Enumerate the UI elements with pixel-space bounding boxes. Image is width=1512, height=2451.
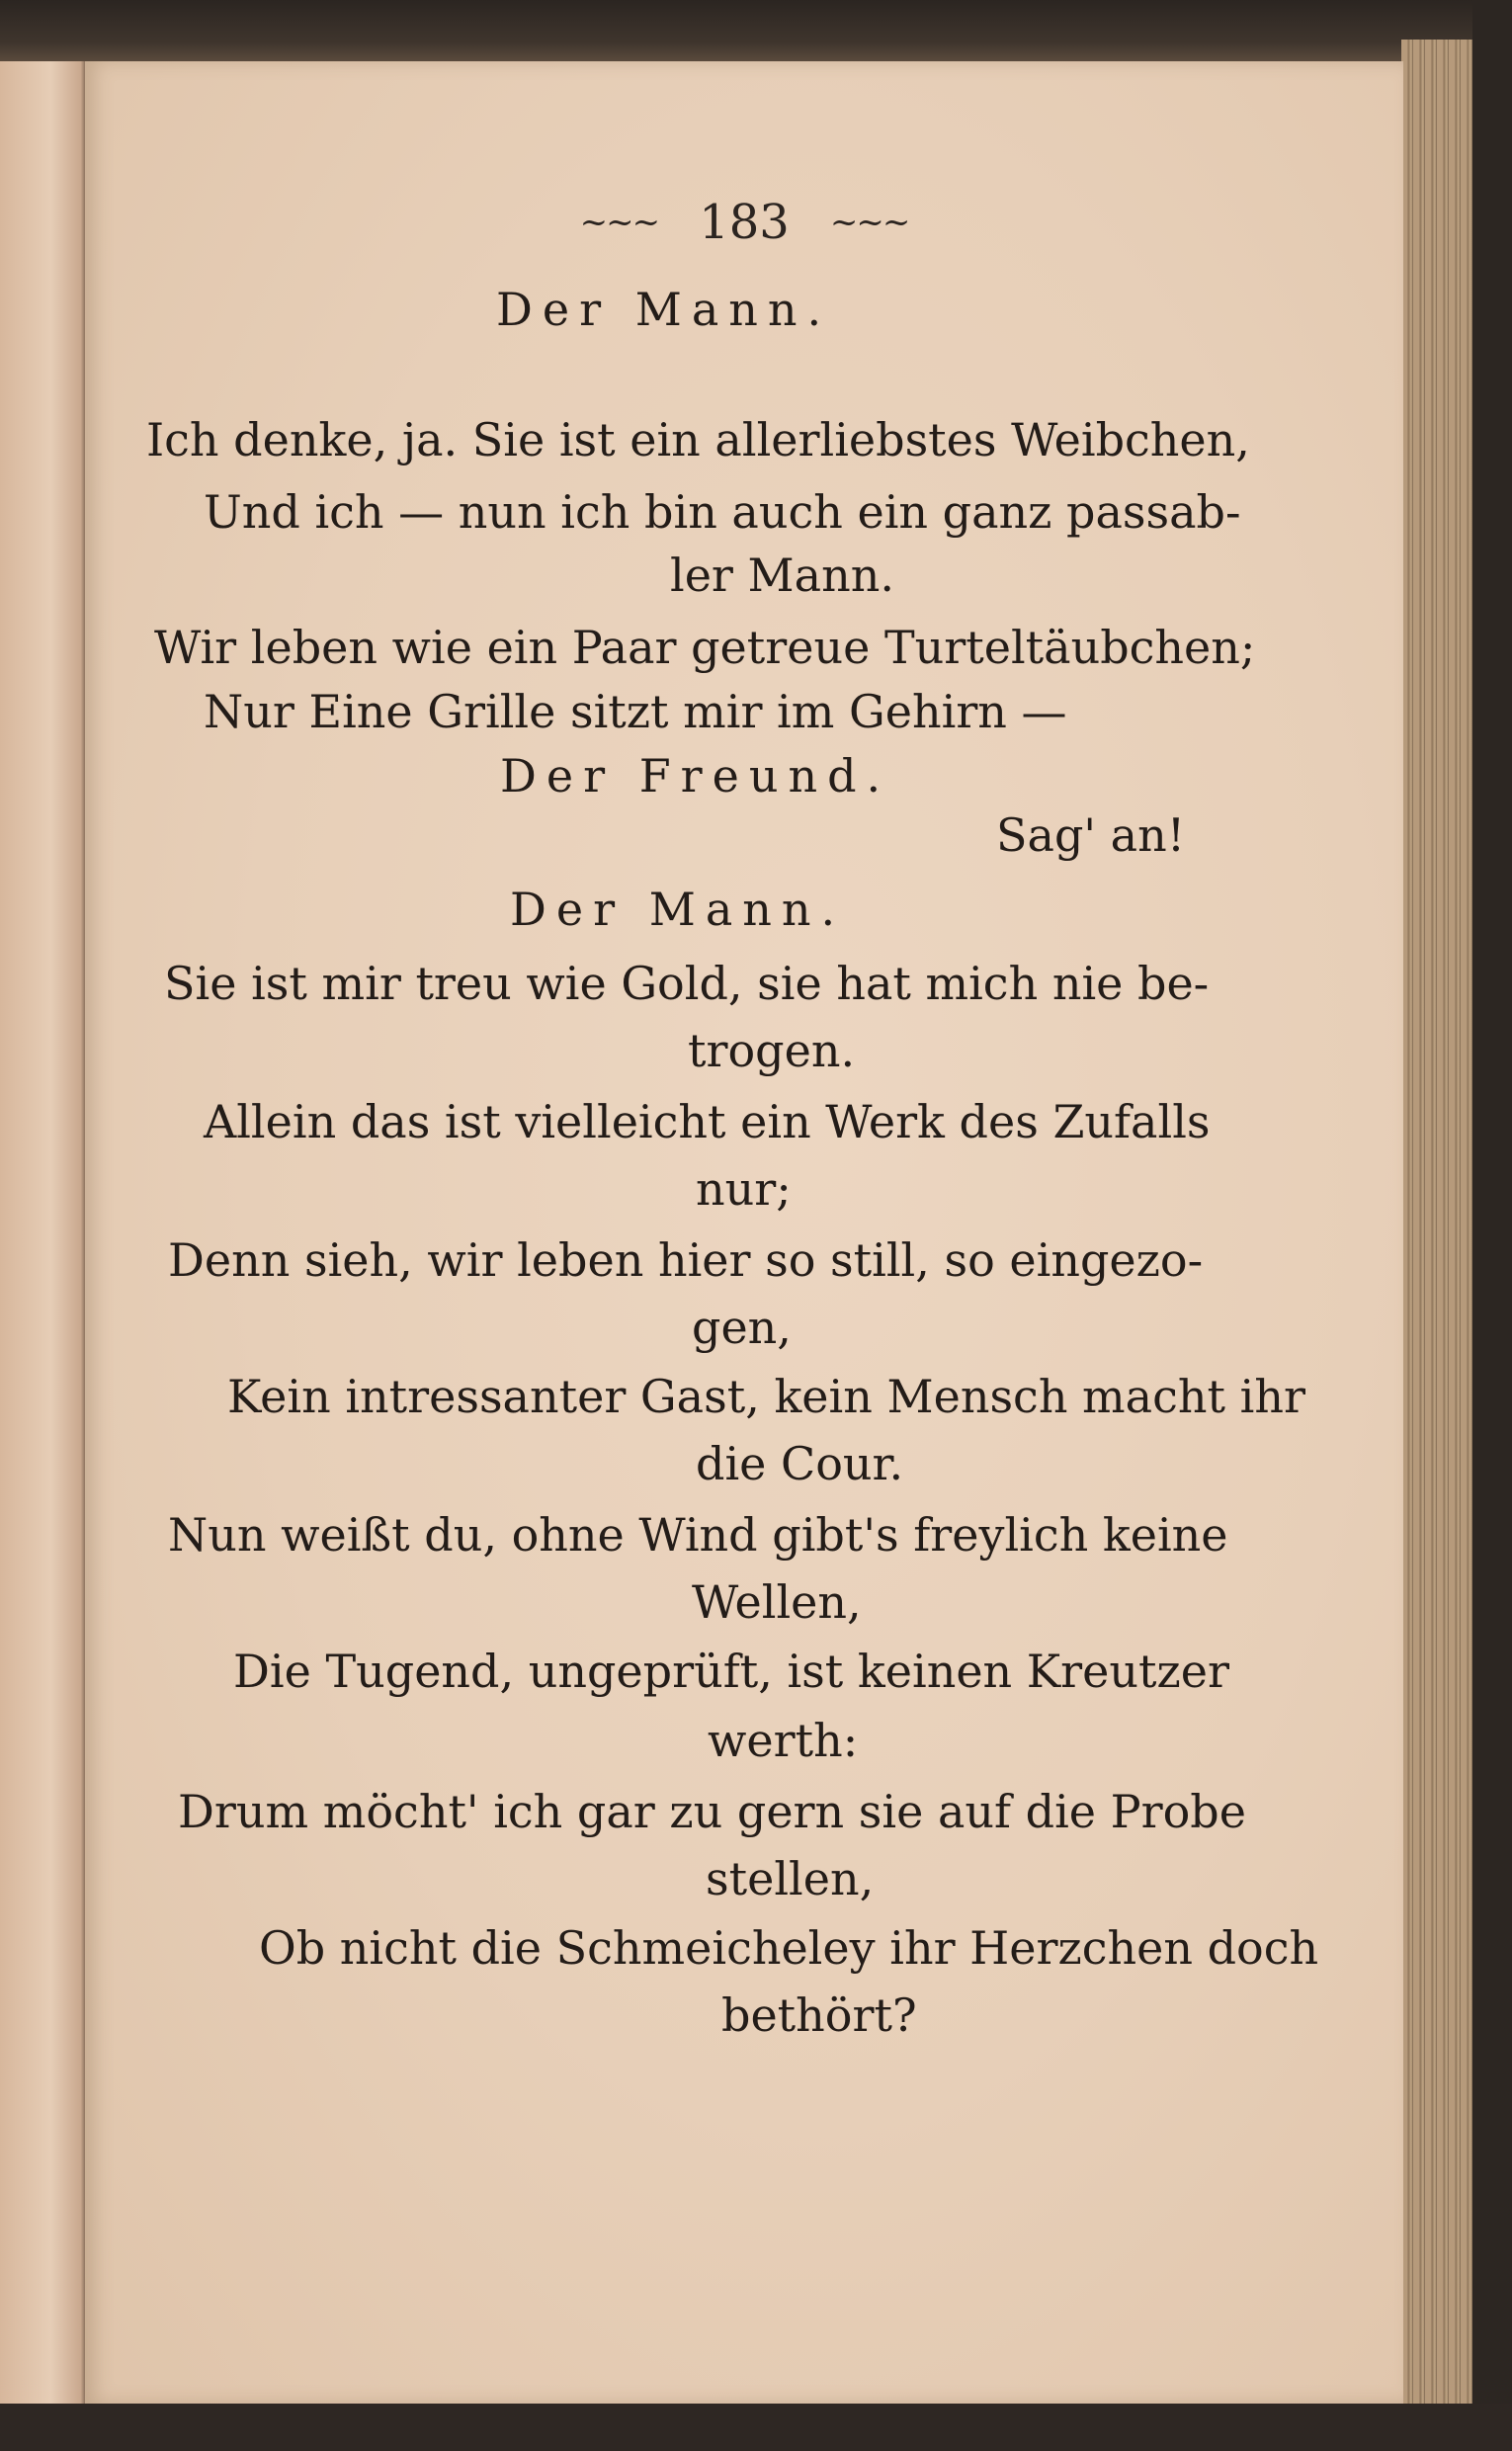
verse-line: trogen. [688,1024,856,1077]
verse-line: Ich denke, ja. Sie ist ein allerliebstes Weibchen, [146,413,1250,466]
verse-line: stellen, [706,1852,875,1905]
book-bottom-edge [0,2404,1512,2451]
verse-line: nur; [696,1162,792,1216]
book-page [85,61,1403,2404]
ornament-right: ~~~ [829,203,909,242]
verse-line: Nun weißt du, ohne Wind gibt's freylich keine [168,1508,1228,1562]
verse-line: bethört? [721,1988,917,2042]
book-cover-edge [1472,0,1512,2451]
verse-line: Und ich — nun ich bin auch ein ganz passab- [204,485,1241,539]
speaker-label: Der Mann. [510,883,846,936]
verse-line: ler Mann. [670,549,894,602]
verse-line: Ob nicht die Schmeicheley ihr Herzchen doch [259,1921,1319,1975]
verse-line: Nur Eine Grille sitzt mir im Gehirn — [204,685,1067,738]
speaker-label: Der Mann. [496,283,832,336]
verse-line: gen, [692,1301,792,1354]
book-top-edge [0,0,1512,61]
ornament-left: ~~~ [579,203,659,242]
verse-line: Allein das ist vielleicht ein Werk des Zufalls [204,1095,1211,1148]
verse-line: Sie ist mir treu wie Gold, sie hat mich nie be- [164,957,1210,1010]
speaker-label: Der Freund. [500,749,891,803]
verse-line: werth: [708,1714,859,1767]
previous-page-edge [0,0,85,2451]
page-number: 183 [699,195,790,250]
verse-line: Die Tugend, ungeprüft, ist keinen Kreutzer [233,1645,1229,1698]
page-header [85,195,1403,250]
verse-line: die Cour. [696,1437,904,1490]
verse-line: Wellen, [692,1575,862,1629]
verse-line: Sag' an! [996,808,1186,862]
verse-line: Drum möcht' ich gar zu gern sie auf die Probe [178,1785,1246,1838]
verse-line: Kein intressanter Gast, kein Mensch macht ihr [227,1370,1305,1423]
verse-line: Wir leben wie ein Paar getreue Turteltäubchen; [154,621,1256,674]
verse-line: Denn sieh, wir leben hier so still, so eingezo- [168,1233,1204,1287]
